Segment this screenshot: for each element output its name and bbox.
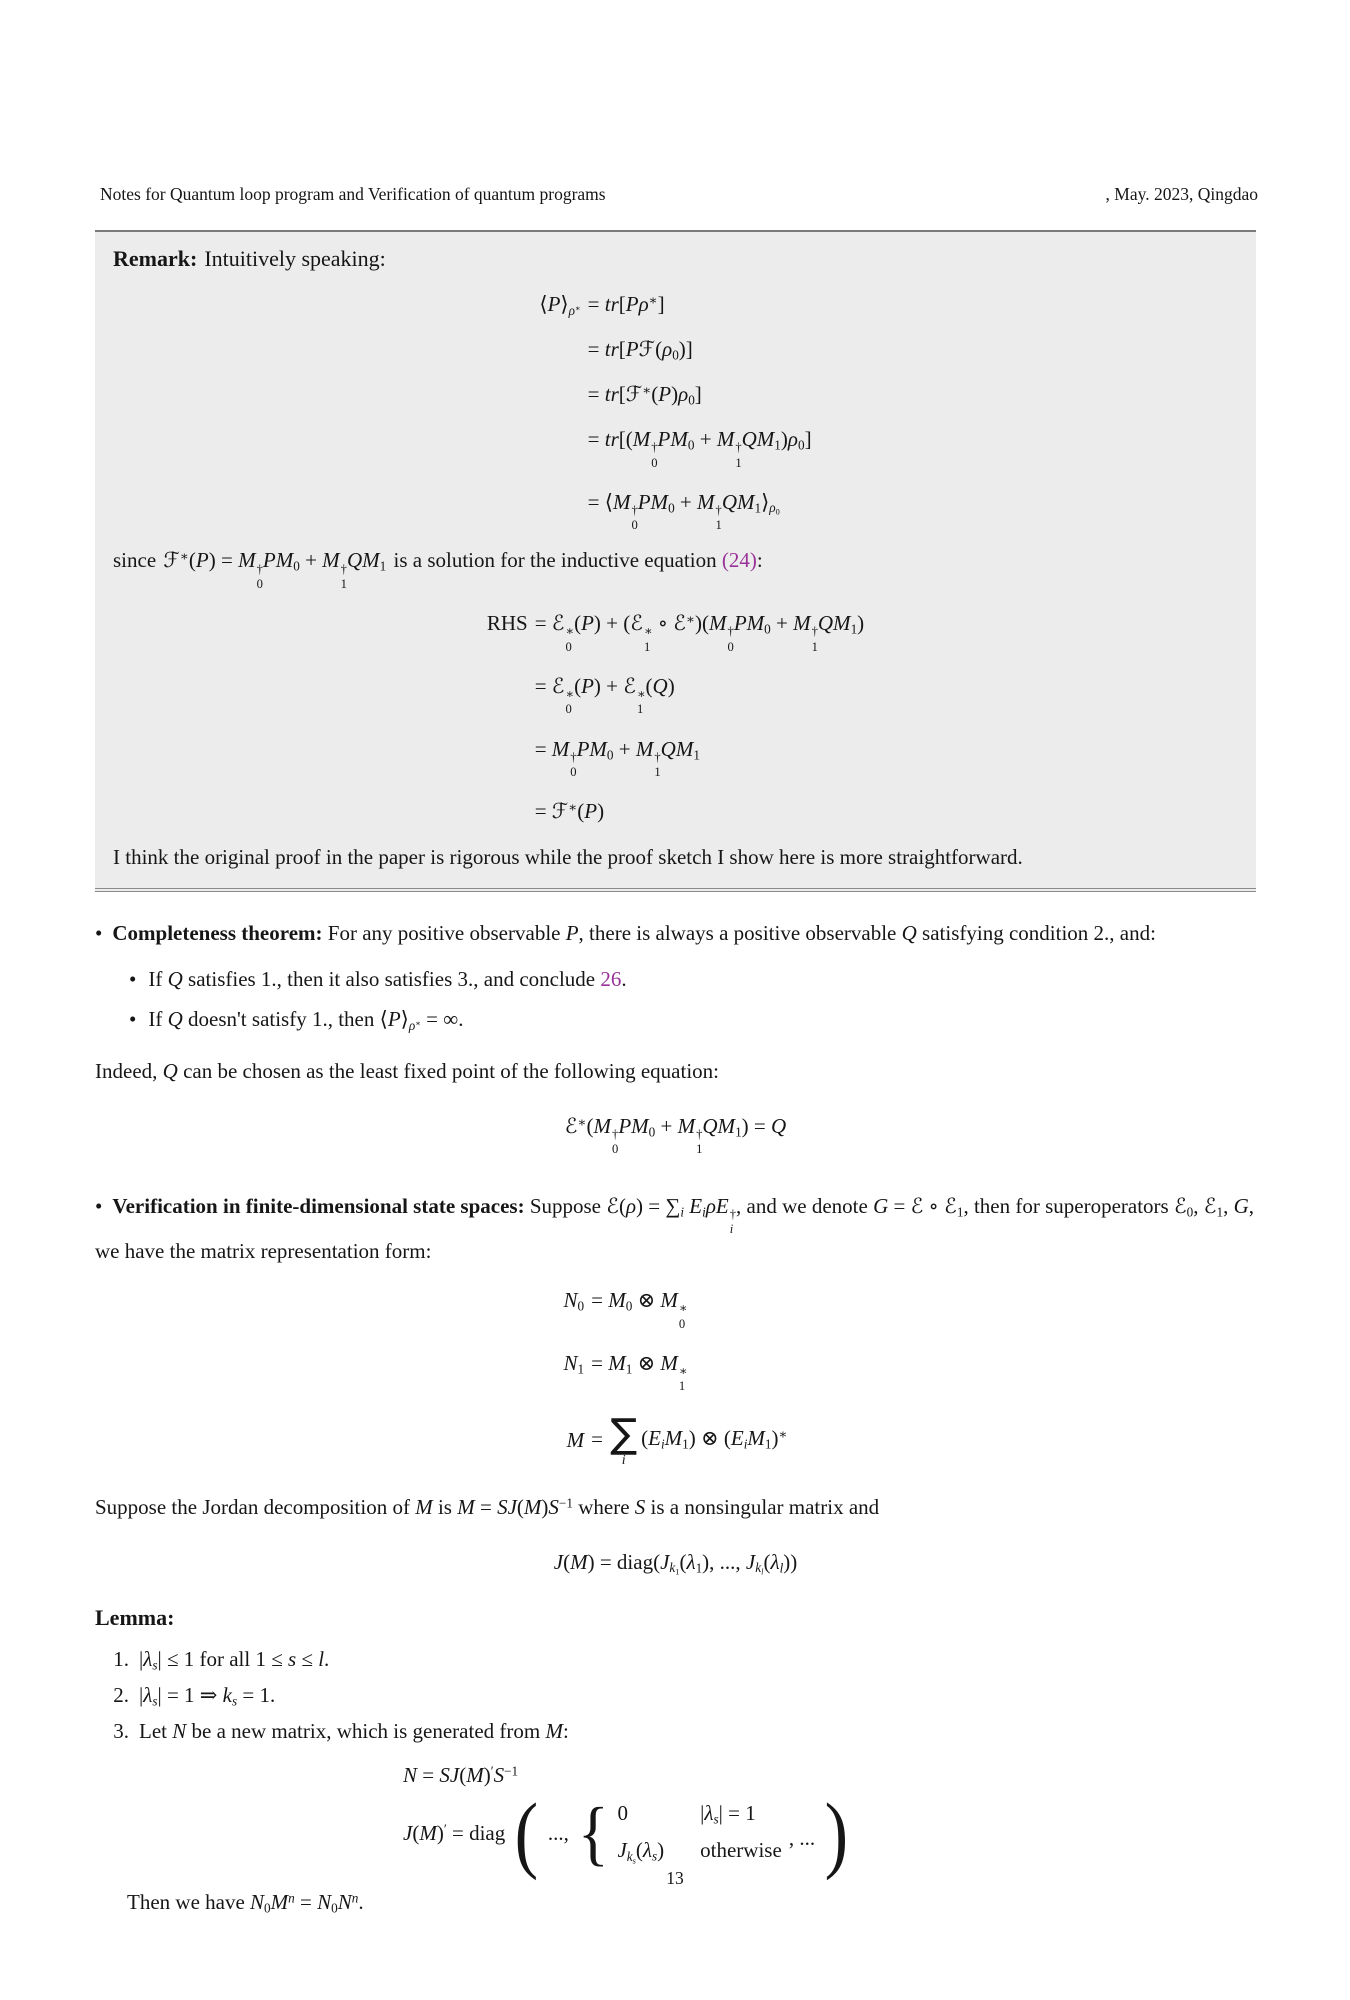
completeness-theorem-paragraph: [95, 918, 1256, 950]
verification-paragraph: [95, 1191, 1256, 1269]
equation-rhs: = tr[Pρ∗]: [587, 292, 665, 316]
equals-sign: =: [591, 1426, 609, 1451]
summation-symbol: [610, 1410, 638, 1468]
list-item-text-post: .: [621, 967, 627, 992]
since-text: is a solution for the inductive equation: [393, 548, 717, 573]
remark-intro: Intuitively speaking:: [204, 246, 386, 271]
lemma-item-3: [95, 1713, 1256, 1749]
bullet-icon: •: [129, 967, 137, 992]
case-condition-unit-eigenvalue: $|\lambda_s| = 1$: [700, 1801, 756, 1827]
equation-lhs: [539, 417, 580, 480]
summand-expression: $(E_iM_1)$ ⊗ $(E_iM_1)^∗$: [641, 1426, 788, 1453]
completeness-conditions-list: [129, 960, 1256, 1040]
expectation-derivation-equations: [539, 282, 811, 542]
since-word: since: [113, 548, 157, 573]
equation-rhs: = $tr[Pℱ(\rho_0)]$: [587, 337, 693, 363]
since-colon: :: [756, 548, 763, 573]
open-paren-icon: (: [514, 1785, 539, 1882]
item-number: 3.: [113, 1719, 129, 1744]
lemma-label: Lemma:: [95, 1604, 175, 1630]
page-header: [100, 184, 1258, 205]
remark-closing-text: I think the original proof in the paper is rigorous while the proof sketch I show here is more straightforward.: [113, 845, 1023, 870]
remark-box: [95, 230, 1256, 892]
since-sentence: [113, 548, 1238, 591]
page-number: 13: [666, 1868, 684, 1888]
item-number: 2.: [113, 1682, 129, 1707]
equation-ref-link-24[interactable]: (24): [721, 548, 757, 573]
equation-row: [487, 789, 864, 834]
least-fixed-point-equation: ℰ∗(M † 0 $PM_0 + M$ † 1 $QM_1) = Q$: [564, 1113, 787, 1157]
lemma-item-2: [95, 1677, 1256, 1713]
close-paren-icon: ): [824, 1785, 849, 1882]
equation-row: [539, 480, 811, 543]
list-item-text-pre: If Q satisfies 1., then it also satisfies 3., and conclude: [148, 967, 601, 992]
list-item-text: [148, 960, 626, 1000]
cases-grid: [617, 1801, 781, 1865]
equation-lhs: [487, 789, 528, 834]
equation-lhs: $N_0$: [563, 1288, 585, 1314]
matrix-representation-equations: [563, 1278, 787, 1477]
equation-row: [539, 282, 811, 327]
equation-rhs: = ⟨M † 0 $PM_0 + M$ † 1 $QM_1⟩_{\rho_0}$: [587, 489, 780, 533]
equation-lhs: [487, 727, 528, 790]
equation-lhs: $N_1$: [563, 1350, 585, 1377]
remark-heading: [113, 246, 1238, 272]
page-body: [95, 230, 1256, 1919]
jordan-diag-equation: $J(M) = diag(J_{k_1}(\lambda_1)$, ..., $J_{k_l}(\lambda_l)$): [553, 1549, 798, 1577]
leading-ellipsis: ...,: [547, 1820, 569, 1845]
completeness-title: Completeness theorem:: [112, 921, 323, 946]
case-value-zero: 0: [617, 1801, 628, 1826]
case-condition-otherwise: otherwise: [700, 1838, 782, 1863]
equation-rhs: = $M_0$ ⊗ M ∗ 0: [591, 1288, 688, 1331]
diag-prefix: J(M)′ = diag: [403, 1820, 506, 1845]
rhs-derivation-equations: [487, 601, 864, 834]
summation-index: i: [621, 1452, 626, 1468]
lemma-items-list: [95, 1641, 1256, 1749]
equation-row: [563, 1278, 787, 1341]
list-item-text: If Q doesn't satisfy 1., then $⟨P⟩_{\rho^∗}$ = ∞.: [148, 1007, 464, 1033]
indeed-paragraph: Indeed, Q can be chosen as the least fixed point of the following equation:: [95, 1058, 719, 1083]
equation-lhs: [539, 372, 580, 417]
equation-lhs: [539, 327, 580, 372]
equation-lhs: [539, 480, 580, 543]
trailing-ellipsis: , ...: [788, 1825, 816, 1850]
bullet-icon: •: [129, 1007, 137, 1032]
equation-rhs: = tr[(M † 0 $PM_0 + M$ † 1 $QM_1)\rho_0$]: [587, 427, 812, 470]
equation-rhs: = $M_1$ ⊗ M ∗ 1: [591, 1350, 688, 1394]
equation-rhs: = ℰ ∗ 0 (P) + (ℰ ∗ 1 ∘ ℰ∗)(M † 0 $PM_0 + M$ † 1 $QM_1$): [534, 611, 865, 654]
then-statement: Then we have $N_0M^n = N_0N^n$.: [127, 1889, 364, 1916]
case-value-jordan-block: $J_{k_s}(\lambda_s)$: [617, 1838, 665, 1866]
equation-lhs: $⟨P⟩_{\rho^∗}$: [539, 292, 581, 318]
list-item-q-satisfies: [129, 960, 1256, 1000]
verification-text: Suppose ℰ(ρ) = $\sum_i$ $E_i\rho E$ † i , and we denote G = ℰ ∘ ℰ$_1$, then for superoperators ℰ$_0$, ℰ$_1$, G, we have the matrix representation form:: [95, 1193, 1255, 1264]
n-matrix-equation: $N = SJ(M)'S^{-1}$: [403, 1763, 519, 1788]
since-math: ℱ∗(P) = M † 0 $PM_0 + M$ † 1 $QM_1$: [163, 548, 387, 591]
equation-row: [487, 727, 864, 790]
equation-row: [539, 417, 811, 480]
equation-rhs: = $tr[ℱ^∗(P)\rho_0]$: [587, 382, 702, 408]
equation-row: [539, 372, 811, 417]
lemma-item-1: [95, 1641, 1256, 1677]
equation-rhs: = ℰ ∗ 0 (P) + ℰ ∗ 1 (Q): [534, 673, 675, 717]
equation-row: [487, 664, 864, 727]
equation-ref-link-26[interactable]: 26: [600, 967, 622, 992]
header-title: Notes for Quantum loop program and Verification of quantum programs: [100, 184, 606, 204]
item-text: $|\lambda_s| \le 1$ for all 1 ≤ s ≤ l.: [139, 1646, 330, 1673]
completeness-text: For any positive observable P, there is always a positive observable Q satisfying condition 2., and:: [322, 921, 1156, 946]
item-text: $|\lambda_s| = 1$ ⇒ $k_s = 1$.: [139, 1682, 276, 1709]
bullet-icon: •: [95, 921, 103, 946]
equation-lhs: [487, 664, 528, 727]
item-text: Let N be a new matrix, which is generated from M:: [139, 1719, 569, 1744]
verification-title: Verification in finite-dimensional state spaces:: [112, 1193, 525, 1218]
sigma-icon: ∑: [610, 1410, 638, 1457]
equation-row-with-sum: [563, 1404, 787, 1478]
lemma-heading: [95, 1605, 1256, 1631]
header-date-location: , May. 2023, Qingdao: [1105, 184, 1258, 204]
cases-brace-icon: {: [577, 1792, 609, 1873]
equation-row: [563, 1341, 787, 1404]
list-item-q-not-satisfy: [129, 1000, 1256, 1040]
equation-row: [487, 601, 864, 664]
jordan-decomposition-paragraph: Suppose the Jordan decomposition of M is $M = SJ(M)S^{-1}$ where S is a nonsingular matrix and: [95, 1494, 880, 1519]
bullet-icon: •: [95, 1193, 103, 1218]
equation-rhs: [584, 1404, 787, 1478]
equation-rhs: = M † 0 $PM_0 + M$ † 1 $QM_1$: [534, 736, 700, 780]
equation-lhs: M: [566, 1428, 585, 1453]
equation-lhs: RHS: [486, 611, 528, 636]
equation-rhs: = ℱ∗(P): [534, 799, 605, 824]
remark-label: Remark:: [113, 246, 198, 271]
equation-row: [539, 327, 811, 372]
item-number: 1.: [113, 1646, 129, 1671]
